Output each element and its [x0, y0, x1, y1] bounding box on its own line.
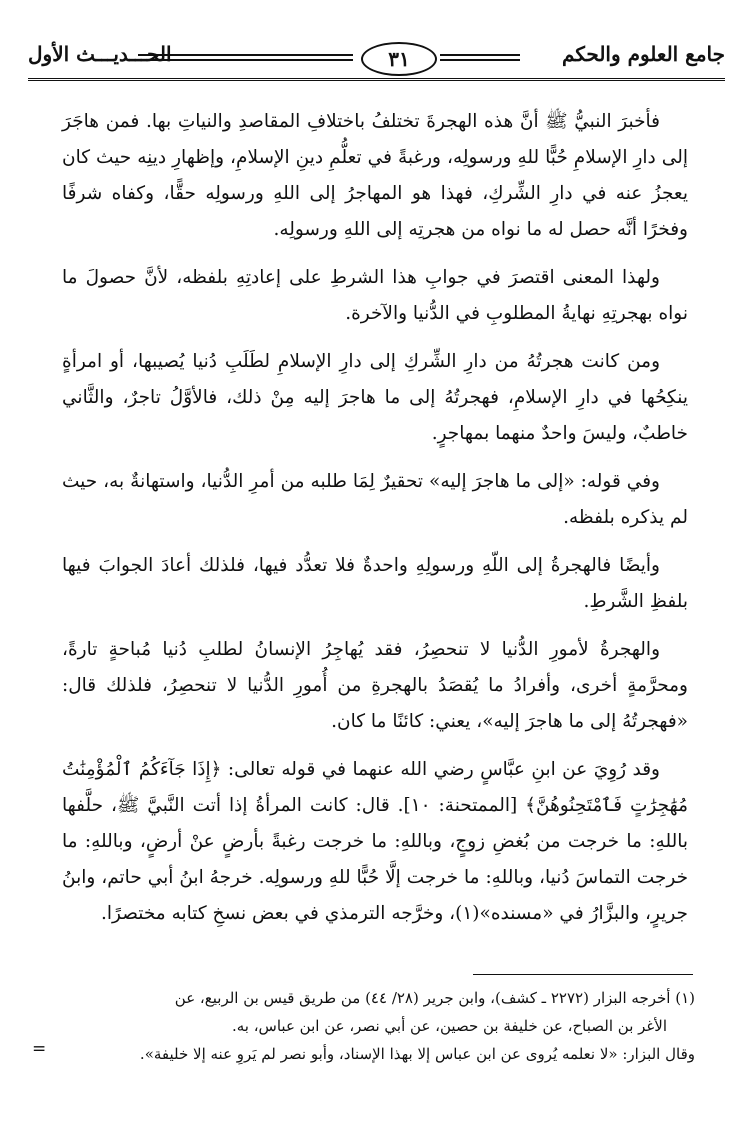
- footnotes: [55, 984, 695, 1068]
- paragraph: ولهذا المعنى اقتصرَ في جوابِ هذا الشرطِ على إعادتِهِ بلفظه، لأنَّ حصولَ ما نواه بهجرتِهِ نهايةُ المطلوبِ في الدُّنيا والآخرة.: [62, 267, 688, 324]
- book-title: جامع العلوم والحكم: [562, 42, 725, 66]
- paragraph: والهجرةُ لأمورِ الدُّنيا لا تنحصِرُ، فقد يُهاجِرُ الإنسانُ لطلبِ دُنيا مُباحةٍ تارةً، ومحرَّمةٍ أخرى، وأفرادُ ما يُقصَدُ بالهجرةِ من أُمورِ الدُّنيا لا تنحصِرُ، فلذلك قال: «فهجرتُهُ إلى ما هاجرَ إليه»، يعني: كائنًا ما كان.: [62, 639, 688, 732]
- paragraph: وقد رُوِيَ عن ابنِ عبَّاسٍ رضي الله عنهما في قوله تعالى: ﴿إِذَا جَآءَكُمُ ٱلْمُؤْمِنَٰتُ مُهَٰجِرَٰتٍ فَٱمْتَحِنُوهُنَّ﴾ [الممتحنة: ١٠]. قال: كانت المرأةُ إذا أتت النَّبيَّ ﷺ، حلَّفها باللهِ: ما خرجت من بُغضِ زوجٍ، وباللهِ: ما خرجت رغبةً بأرضٍ عنْ أرضٍ، وباللهِ: ما خرجت التماسَ دُنيا، وباللهِ: ما خرجت إلَّا حُبًّا للهِ ورسولِه. خرجهُ ابنُ أبي حاتم، وابنُ جريرٍ، والبزَّارُ في «مسنده»(١)، وخرَّجه الترمذي في بعض نسخِ كتابه مختصرًا.: [62, 759, 688, 924]
- continuation-mark: =: [32, 1039, 47, 1059]
- footnote-separator: [473, 974, 693, 975]
- footnote-line: (١) أخرجه البزار (٢٢٧٢ ـ كشف)، وابن جرير (٢٨/ ٤٤) من طريق قيس بن الربيع، عن: [174, 989, 695, 1007]
- paragraph: فأخبرَ النبيُّ ﷺ أنَّ هذه الهجرةَ تختلفُ باختلافِ المقاصدِ والنياتِ بها. فمن هاجَرَ إلى دارِ الإسلامِ حُبًّا للهِ ورسولِه، ورغبةً في تعلُّمِ دينِ الإسلامِ، وإظهارِ دينِه حيث كان يعجزُ عنه في دارِ الشِّركِ، فهذا هو المهاجرُ إلى اللهِ ورسولِه حقًّا، وكفاه شرفًا وفخرًا أنَّه حصل له ما نواه من هجرتِه إلى اللهِ ورسولِه.: [62, 111, 688, 240]
- running-header: [28, 36, 725, 80]
- header-rule: [440, 54, 520, 62]
- paragraph: ومن كانت هجرتُهُ من دارِ الشِّركِ إلى دارِ الإسلامِ لطَلَبِ دُنيا يُصيبها، أو امرأةٍ ينكِحُها في دارِ الإسلامِ، فهجرتُهُ إلى ما هاجرَ إليه مِنْ ذلك، فالأوَّلُ تاجرٌ، والثَّاني خاطبٌ، وليسَ واحدٌ منهما بمهاجرٍ.: [62, 351, 688, 444]
- paragraph: وأيضًا فالهجرةُ إلى اللّهِ ورسولِهِ واحدةٌ فلا تعدُّد فيها، فلذلك أعادَ الجوابَ فيها بلفظِ الشَّرطِ.: [62, 555, 688, 612]
- footnote-line: وقال البزار: «لا نعلمه يُروى عن ابن عباس إلا بهذا الإسناد، وأبو نصر لم يَروِ عنه إلا خليفة».: [139, 1045, 695, 1063]
- section-title: الحـــديـــث الأول: [28, 42, 172, 66]
- page-number: ٣١: [361, 42, 437, 76]
- main-text: [62, 104, 688, 944]
- paragraph: وفي قوله: «إلى ما هاجرَ إليه» تحقيرٌ لِمَا طلبه من أمرِ الدُّنيا، واستهانةٌ به، حيث لم يذكره بلفظه.: [62, 471, 688, 528]
- header-divider: [28, 78, 725, 81]
- footnote-line: الأغر بن الصباح، عن خليفة بن حصين، عن أبي نصر، عن ابن عباس، به.: [231, 1017, 667, 1035]
